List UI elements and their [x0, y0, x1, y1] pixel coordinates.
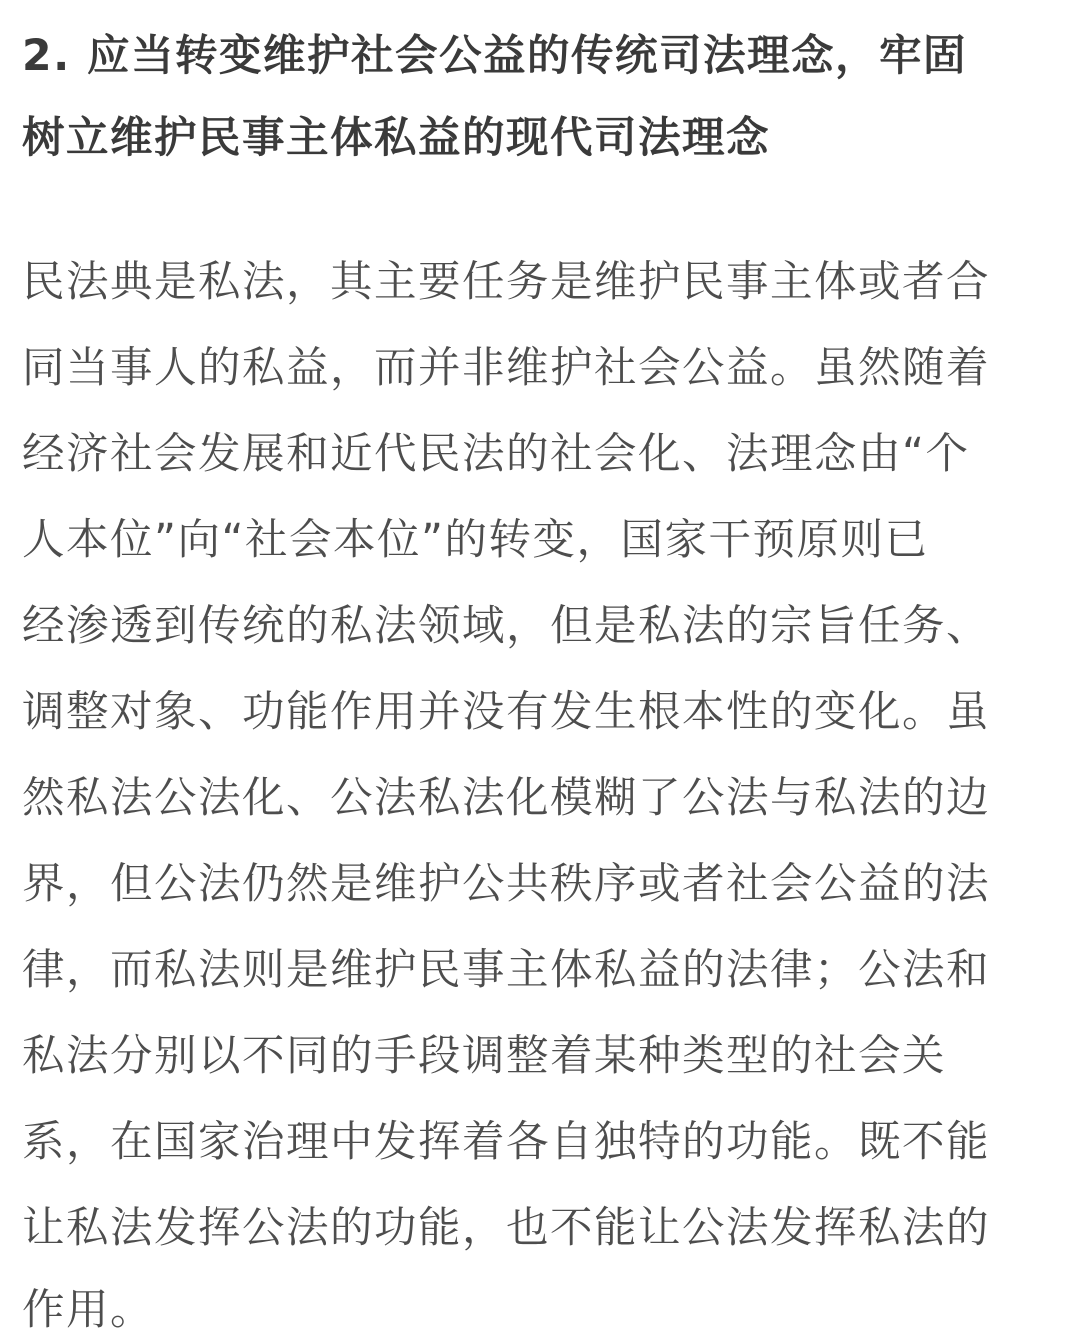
- paragraph-line: 民法典是私法，其主要任务是维护民事主体或者合: [22, 258, 991, 307]
- paragraph-line: 界，但公法仍然是维护公共秩序或者社会公益的法: [22, 860, 991, 909]
- paragraph-line: 同当事人的私益，而并非维护社会公益。虽然随着: [22, 344, 991, 393]
- paragraph-line: 经渗透到传统的私法领域，但是私法的宗旨任务、: [22, 602, 991, 651]
- paragraph-line: 然私法公法化、公法私法化模糊了公法与私法的边: [22, 774, 991, 823]
- paragraph-line: 经济社会发展和近代民法的社会化、法理念由“个: [22, 430, 970, 479]
- paragraph-line: 让私法发挥公法的功能，也不能让公法发挥私法的: [22, 1204, 991, 1253]
- section-heading-line-2: 树立维护民事主体私益的现代司法理念: [22, 114, 771, 163]
- paragraph-line: 人本位”向“社会本位”的转变，国家干预原则已: [22, 516, 929, 565]
- paragraph-line: 私法分别以不同的手段调整着某种类型的社会关: [22, 1032, 947, 1081]
- paragraph-line: 系，在国家治理中发挥着各自独特的功能。既不能: [22, 1118, 991, 1167]
- section-heading-line-1: 2. 应当转变维护社会公益的传统司法理念，牢固: [22, 32, 968, 81]
- paragraph-line: 作用。: [22, 1286, 155, 1335]
- paragraph-line: 律，而私法则是维护民事主体私益的法律；公法和: [22, 946, 991, 995]
- paragraph-line: 调整对象、功能作用并没有发生根本性的变化。虽: [22, 688, 991, 737]
